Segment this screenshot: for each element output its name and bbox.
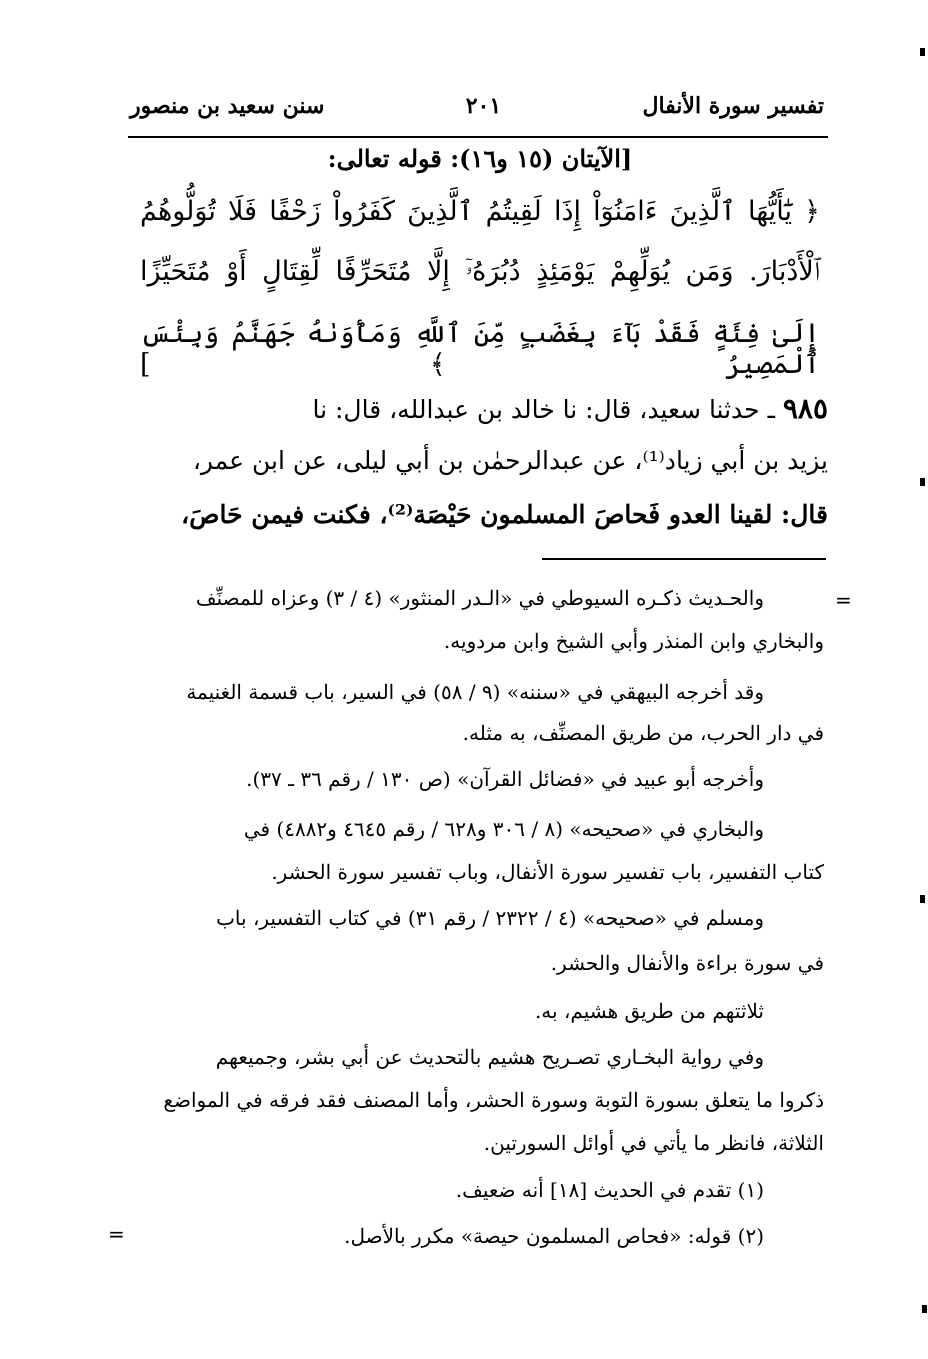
footnote-line: في سورة براءة والأنفال والحشر. xyxy=(550,951,824,975)
running-header xyxy=(130,86,824,126)
footnote-line: وقد أخرجه البيهقي في «سننه» (٩ / ٥٨) في السير، باب قسمة الغنيمة xyxy=(186,680,764,704)
scan-mark xyxy=(920,478,925,486)
scan-mark xyxy=(922,1305,927,1313)
hadith-number: ٩٨٥ xyxy=(782,392,828,425)
scan-mark xyxy=(920,895,925,903)
margin-mark: = xyxy=(108,1222,125,1246)
footnote-line: والحـديث ذكـره السيوطي في «الـدر المنثور» (٤ / ٣) وعزاه للمصنِّف xyxy=(195,586,764,610)
footnote-line: والبخاري وابن المنذر وأبي الشيخ وابن مردويه. xyxy=(443,629,824,653)
verse-line: ﴿ يَٰٓأَيُّهَا ٱلَّذِينَ ءَامَنُوٓاْ إِذَا لَقِيتُمُ ٱلَّذِينَ كَفَرُواْ زَحْفًا فَلَا تُوَلُّوهُمُ xyxy=(140,196,820,227)
hadith-line xyxy=(128,392,828,425)
section-title: [الآيتان (١٥ و١٦): قوله تعالى: xyxy=(327,144,633,173)
header-rule xyxy=(128,136,828,138)
hadith-text: ـ حدثنا سعيد، قال: نا خالد بن عبدالله، قال: نا xyxy=(312,395,775,424)
hadith-line: قال: لقينا العدو فَحاصَ المسلمون حَيْصَة⁽²⁾، فكنت فيمن حَاصَ، xyxy=(181,500,828,529)
footnote-line: (٢) قوله: «فحاص المسلمون حيصة» مكرر بالأصل. xyxy=(344,1224,764,1248)
header-surah-title: تفسير سورة الأنفال xyxy=(642,93,824,119)
footnote-line: (١) تقدم في الحديث [١٨] أنه ضعيف. xyxy=(455,1178,764,1202)
footnote-line: الثلاثة، فانظر ما يأتي في أوائل السورتين. xyxy=(483,1131,824,1155)
footnote-line: ومسلم في «صحيحه» (٤ / ٢٣٢٢ / رقم ٣١) في كتاب التفسير، باب xyxy=(216,906,764,930)
page-number: ٢٠١ xyxy=(465,93,502,119)
footnote-line: في دار الحرب، من طريق المصنِّف، به مثله. xyxy=(462,721,824,745)
footnote-line: وفي رواية البخـاري تصـريح هشيم بالتحديث عن أبي بشر، وجميعهم xyxy=(215,1045,764,1069)
hadith-line: يزيد بن أبي زياد⁽¹⁾، عن عبدالرحمٰن بن أبي ليلى، عن ابن عمر، xyxy=(192,446,828,475)
footnote-line: ذكروا ما يتعلق بسورة التوبة وسورة الحشر، وأما المصنف فقد فرقه في المواضع xyxy=(163,1088,824,1112)
verse-line: ٱلْأَدْبَارَ. وَمَن يُوَلِّهِمْ يَوْمَئِذٍ دُبُرَهُۥٓ إِلَّا مُتَحَرِّفًا لِّقِتَالٍ أَوْ مُتَحَيِّزًا xyxy=(140,256,820,287)
footnote-line: كتاب التفسير، باب تفسير سورة الأنفال، وباب تفسير سورة الحشر. xyxy=(271,860,824,884)
scan-mark xyxy=(920,48,925,56)
footnote-separator xyxy=(542,558,826,560)
footnote-line: والبخاري في «صحيحه» (٨ / ٣٠٦ و٦٢٨ / رقم ٤٦٤٥ و٤٨٨٢) في xyxy=(243,817,764,841)
footnote-line: وأخرجه أبو عبيد في «فضائل القرآن» (ص ١٣٠ / رقم ٣٦ ـ ٣٧). xyxy=(246,767,764,791)
header-book-title: سنن سعيد بن منصور xyxy=(130,93,325,119)
margin-mark: = xyxy=(835,588,852,612)
footnote-line: ثلاثتهم من طريق هشيم، به. xyxy=(534,999,764,1023)
verse-line: إِلَىٰ فِئَةٍ فَقَدْ بَآءَ بِغَضَبٍ مِّنَ ٱللَّهِ وَمَأْوَىٰهُ جَهَنَّمُ وَبِئْسَ ٱلْمَصِيرُ ﴾ ] xyxy=(140,318,820,380)
